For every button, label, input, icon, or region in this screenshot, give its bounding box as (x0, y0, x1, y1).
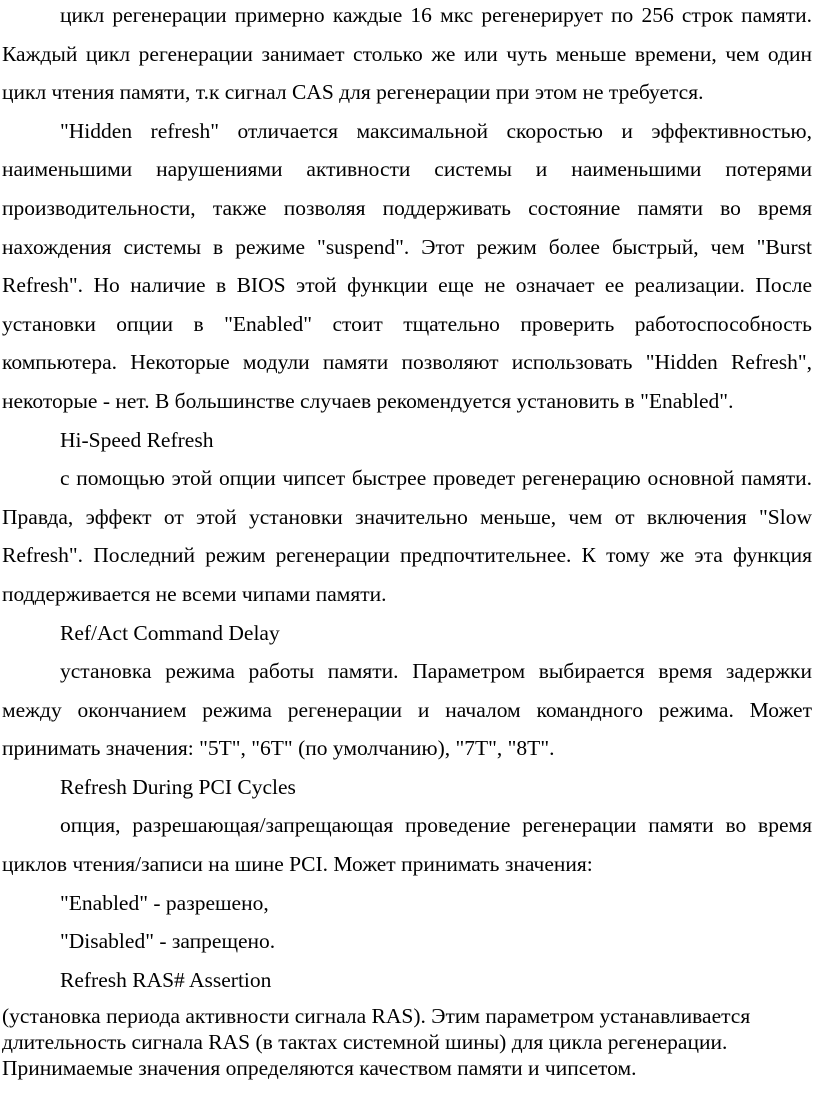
heading-refresh-ras-assertion: Refresh RAS# Assertion (60, 967, 272, 992)
option-disabled: "Disabled" - запрещено. (60, 929, 276, 954)
paragraph-refresh-during-pci: опция, разрешающая/запрещающая проведение регенерации памяти во время циклов чтения/записи на шине PCI. Может принимать значения: (2, 813, 812, 877)
option-enabled: "Enabled" - разрешено, (60, 890, 269, 915)
paragraph-refresh-cycle: цикл регенерации примерно каждые 16 мкс регенерирует по 256 строк памяти. Каждый цикл регенерации занимает столько же или чуть меньше времени, чем один цикл чтения памяти, т.к сигнал CAS для регенерации при этом не требуется. (2, 3, 812, 105)
heading-refresh-during-pci: Refresh During PCI Cycles (60, 774, 296, 799)
paragraph-ref-act-command-delay: установка режима работы памяти. Параметром выбирается время задержки между окончанием режима регенерации и началом командного режима. Может принимать значения: "5T", "6T" (по умолчанию), "7T", "8T". (2, 659, 812, 761)
heading-ref-act-command-delay: Ref/Act Command Delay (60, 620, 280, 645)
heading-hi-speed-refresh: Hi-Speed Refresh (60, 427, 214, 452)
paragraph-hi-speed-refresh: с помощью этой опции чипсет быстрее проведет регенерацию основной памяти. Правда, эффект от этой установки значительно меньше, чем от включения "Slow Refresh". Последний режим регенерации предпочтительнее. К тому же эта функция поддерживается не всеми чипами памяти. (2, 466, 812, 606)
paragraph-refresh-ras-assertion: (установка периода активности сигнала RAS). Этим параметром устанавливается длительность сигнала RAS (в тактах системной шины) для цикла регенерации. Принимаемые значения определяются качеством памяти и чипсетом. (2, 1004, 751, 1081)
paragraph-hidden-refresh: "Hidden refresh" отличается максимальной скоростью и эффективностью, наименьшими нарушениями активности системы и наименьшими потерями производительности, также позволяя поддерживать состояние памяти во время нахождения системы в режиме "suspend". Этот режим более быстрый, чем "Burst Refresh". Но наличие в BIOS этой функции еще не означает ее реализации. После установки опции в "Enabled" стоит тщательно проверить работоспособность компьютера. Некоторые модули памяти позволяют использовать "Hidden Refresh", некоторые - нет. В большинстве случаев рекомендуется установить в "Enabled". (2, 118, 812, 413)
